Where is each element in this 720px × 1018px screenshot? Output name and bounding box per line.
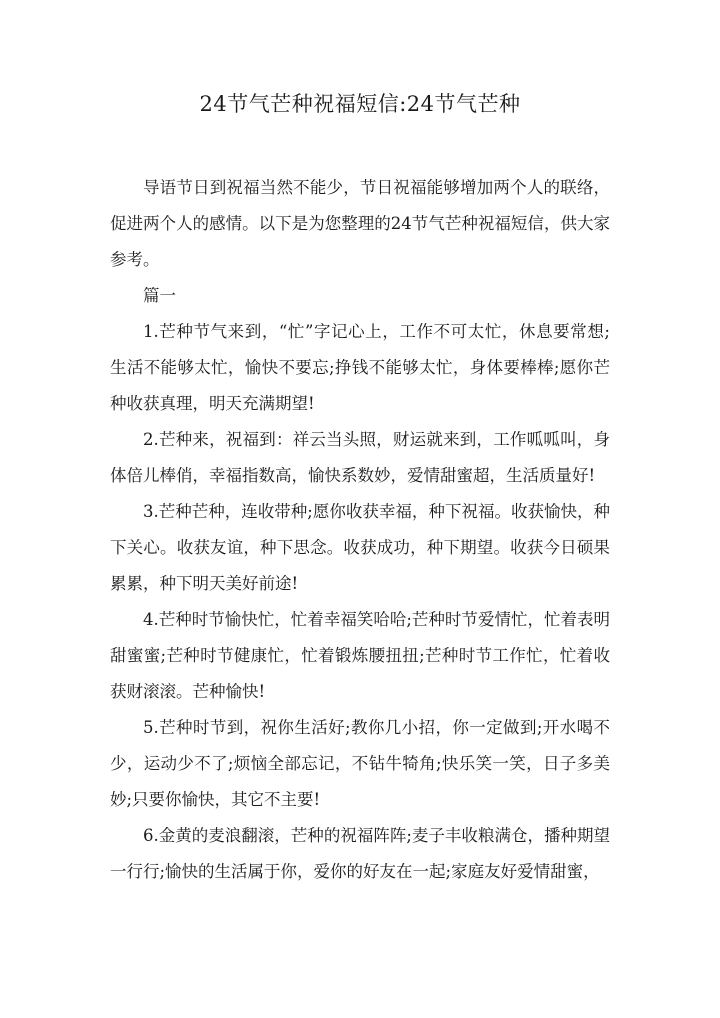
list-item: 5.芒种时节到，祝你生活好;教你几小招，你一定做到;开水喝不少，运动少不了;烦恼全部忘记，不钻牛犄角;快乐笑一笑，日子多美妙;只要你愉快，其它不主要! [110,718,610,809]
list-item: 2.芒种来，祝福到：祥云当头照，财运就来到，工作呱呱叫，身体倍儿棒俏，幸福指数高，愉快系数妙，爱情甜蜜超，生活质量好! [110,430,610,485]
list-item: 3.芒种芒种，连收带种;愿你收获幸福，种下祝福。收获愉快，种下关心。收获友谊，种下思念。收获成功，种下期望。收获今日硕果累累，种下明天美好前途! [110,502,610,593]
list-item: 4.芒种时节愉快忙，忙着幸福笑哈哈;芒种时节爱情忙，忙着表明甜蜜蜜;芒种时节健康忙，忙着锻炼腰扭扭;芒种时节工作忙，忙着收获财滚滚。芒种愉快! [110,610,610,701]
list-item: 6.金黄的麦浪翻滚，芒种的祝福阵阵;麦子丰收粮满仓，播种期望一行行;愉快的生活属于你，爱你的好友在一起;家庭友好爱情甜蜜， [110,826,610,881]
page-title: 24节气芒种祝福短信:24节气芒种 [199,92,521,116]
intro-paragraph: 导语节日到祝福当然不能少，节日祝福能够增加两个人的联络，促进两个人的感情。以下是为您整理的24节气芒种祝福短信，供大家参考。 [110,178,610,269]
section-heading: 篇一 [143,286,176,305]
list-item: 1.芒种节气来到，“忙”字记心上，工作不可太忙，休息要常想;生活不能够太忙，愉快不要忘;挣钱不能够太忙，身体要棒棒;愿你芒种收获真理，明天充满期望! [110,322,610,413]
